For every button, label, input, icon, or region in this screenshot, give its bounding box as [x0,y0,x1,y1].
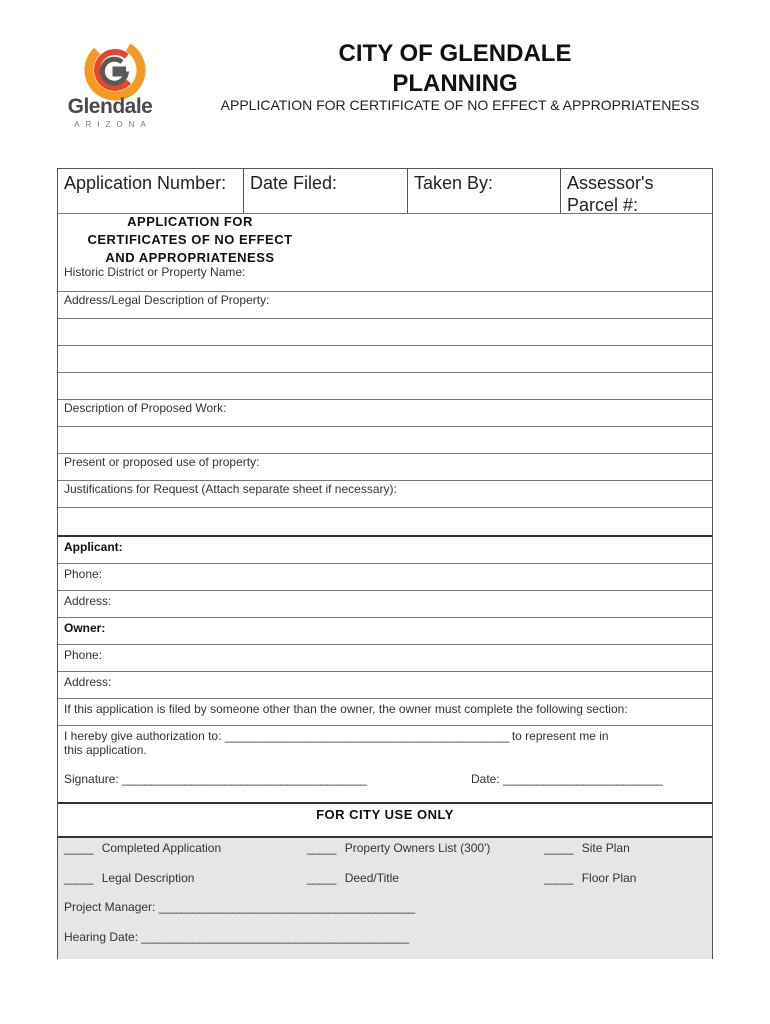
divider [58,399,712,400]
project-manager-label: Project Manager: [64,900,156,914]
check-blank[interactable]: _____ [64,841,93,855]
checklist-label: Floor Plan [581,871,637,885]
address-legal-label: Address/Legal Description of Property: [64,293,270,307]
application-title [58,213,322,267]
city-use-heading: FOR CITY USE ONLY [316,807,454,822]
application-number-field[interactable] [58,169,244,214]
page-title: CITY OF GLENDALE [338,40,572,67]
checklist-item-legal-description[interactable] [64,871,194,885]
taken-by-label: Taken By: [414,173,494,193]
checklist-label: Property Owners List (300') [344,841,491,855]
description-work-label: Description of Proposed Work: [64,401,227,415]
divider [58,802,712,804]
divider [58,426,712,427]
hearing-date-label: Hearing Date: [64,930,139,944]
divider [58,725,712,726]
date-row [471,772,662,786]
checklist-item-floor-plan[interactable] [544,871,636,885]
date-filed-label: Date Filed: [250,173,338,193]
divider [58,644,712,645]
checklist-label: Deed/Title [344,871,399,885]
authorization-input[interactable]: __________________________________________________ [224,729,509,743]
check-blank[interactable]: _____ [307,871,336,885]
owner-label: Owner: [64,621,106,635]
application-title-line-2: CERTIFICATES OF NO EFFECT [87,232,293,247]
divider [58,372,712,373]
owner-notice-text: If this application is filed by someone other than the owner, the owner must complete the following section: [64,702,628,716]
check-blank[interactable]: _____ [307,841,336,855]
divider [58,480,712,481]
hearing-date-input[interactable]: _______________________________________________ [141,930,409,944]
divider [58,617,712,618]
application-title-line-3: AND APPROPRIATENESS [105,250,275,265]
application-form [57,168,713,959]
page-title-department: PLANNING [392,70,518,97]
divider [58,453,712,454]
assessors-parcel-label-1: Assessor's [567,173,654,193]
date-input[interactable]: ____________________________ [503,772,662,786]
project-manager-row [64,900,414,914]
project-manager-input[interactable]: _____________________________________________ [158,900,415,914]
divider [58,671,712,672]
date-label: Date: [471,772,500,786]
assessors-parcel-field[interactable] [561,169,713,214]
authorization-text-line-2: this application. [64,743,147,757]
checklist-item-completed-application[interactable] [64,841,221,855]
logo-subtitle: ARIZONA [74,120,152,129]
divider [58,291,712,292]
assessors-parcel-label-2: Parcel #: [567,195,639,215]
divider [58,563,712,564]
checklist-item-property-owners-list[interactable] [307,841,490,855]
checklist-label: Site Plan [581,841,630,855]
checklist-label: Completed Application [101,841,222,855]
checklist-item-site-plan[interactable] [544,841,630,855]
owner-address-label: Address: [64,675,112,689]
divider [58,535,712,537]
authorization-suffix: to represent me in [511,729,609,743]
signature-label: Signature: [64,772,119,786]
present-use-label: Present or proposed use of property: [64,455,260,469]
justifications-label: Justifications for Request (Attach separate sheet if necessary): [64,482,397,496]
date-filed-field[interactable] [244,169,408,214]
divider [58,507,712,508]
owner-phone-label: Phone: [64,648,103,662]
historic-district-label: Historic District or Property Name: [64,265,246,279]
checklist-label: Legal Description [101,871,195,885]
taken-by-field[interactable] [408,169,561,214]
signature-row [64,772,366,786]
applicant-label: Applicant: [64,540,123,554]
divider [58,698,712,699]
application-number-label: Application Number: [64,173,227,193]
check-blank[interactable]: _____ [64,871,93,885]
application-title-line-1: APPLICATION FOR [127,214,253,229]
logo-name: Glendale [67,95,153,118]
signature-input[interactable]: ___________________________________________ [122,772,367,786]
divider [58,345,712,346]
applicant-phone-label: Phone: [64,567,103,581]
check-blank[interactable]: _____ [544,871,573,885]
divider [58,590,712,591]
checklist-item-deed-title[interactable] [307,871,399,885]
check-blank[interactable]: _____ [544,841,573,855]
authorization-prefix: I hereby give authorization to: [64,729,222,743]
authorization-text [64,729,609,743]
hearing-date-row [64,930,408,944]
page-subtitle: APPLICATION FOR CERTIFICATE OF NO EFFECT & APPROPRIATENESS [220,97,700,113]
applicant-address-label: Address: [64,594,112,608]
divider [58,318,712,319]
